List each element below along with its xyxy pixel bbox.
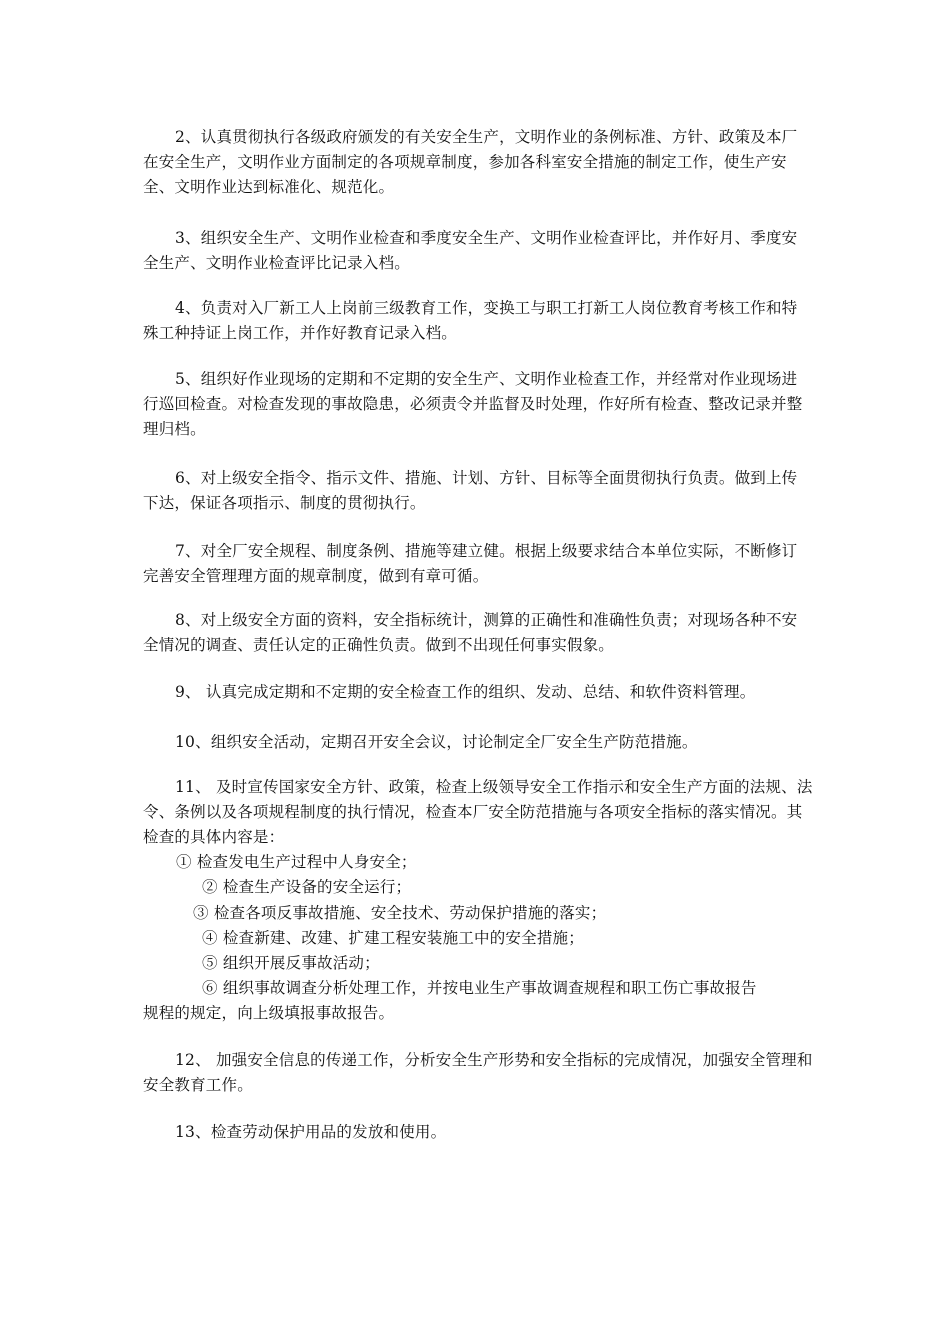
check-item-5: ⑤ 组织开展反事故活动； [202, 954, 380, 972]
paragraph-7: 7、对全厂安全规程、制度条例、措施等建立健。根据上级要求结合本单位实际，不断修订完善安全管理理方面的规章制度，做到有章可循。 [143, 542, 798, 585]
paragraph-9: 9、 认真完成定期和不定期的安全检查工作的组织、发动、总结、和软件资料管理。 [175, 683, 756, 701]
paragraph-11: 11、 及时宣传国家安全方针、政策，检查上级领导安全工作指示和安全生产方面的法规、法令、条例以及各项规程制度的执行情况，检查本厂安全防范措施与各项安全指标的落实情况。其检查的具体内容是： [143, 778, 813, 846]
paragraph-8: 8、对上级安全方面的资料，安全指标统计，测算的正确性和准确性负责；对现场各种不安全情况的调查、责任认定的正确性负责。做到不出现任何事实假象。 [143, 611, 798, 654]
paragraph-6: 6、对上级安全指令、指示文件、措施、计划、方针、目标等全面贯彻执行负责。做到上传下达，保证各项指示、制度的贯彻执行。 [143, 469, 798, 512]
check-item-6-line-2: 规程的规定，向上级填报事故报告。 [143, 1004, 395, 1022]
check-item-1: ① 检查发电生产过程中人身安全； [176, 853, 417, 871]
paragraph-3: 3、组织安全生产、文明作业检查和季度安全生产、文明作业检查评比，并作好月、季度安全生产、文明作业检查评比记录入档。 [143, 229, 798, 272]
check-item-6-line-1: ⑥ 组织事故调查分析处理工作，并按电业生产事故调查规程和职工伤亡事故报告 [202, 979, 757, 997]
paragraph-10: 10、组织安全活动，定期召开安全会议，讨论制定全厂安全生产防范措施。 [175, 733, 698, 751]
check-item-3: ③ 检查各项反事故措施、安全技术、劳动保护措施的落实； [193, 904, 607, 922]
paragraph-13: 13、检查劳动保护用品的发放和使用。 [175, 1123, 447, 1141]
paragraph-12: 12、 加强安全信息的传递工作，分析安全生产形势和安全指标的完成情况，加强安全管理和安全教育工作。 [143, 1051, 813, 1094]
check-item-2: ② 检查生产设备的安全运行； [202, 878, 412, 896]
paragraph-4: 4、负责对入厂新工人上岗前三级教育工作，变换工与职工打新工人岗位教育考核工作和特殊工种持证上岗工作，并作好教育记录入档。 [143, 299, 798, 342]
paragraph-5: 5、组织好作业现场的定期和不定期的安全生产、文明作业检查工作，并经常对作业现场进行巡回检查。对检查发现的事故隐患，必须责令并监督及时处理，作好所有检查、整改记录并整理归档。 [143, 370, 803, 438]
paragraph-2: 2、认真贯彻执行各级政府颁发的有关安全生产，文明作业的条例标准、方针、政策及本厂在安全生产，文明作业方面制定的各项规章制度，参加各科室安全措施的制定工作，使生产安全、文明作业达到标准化、规范化。 [143, 128, 798, 196]
check-item-4: ④ 检查新建、改建、扩建工程安装施工中的安全措施； [202, 929, 584, 947]
